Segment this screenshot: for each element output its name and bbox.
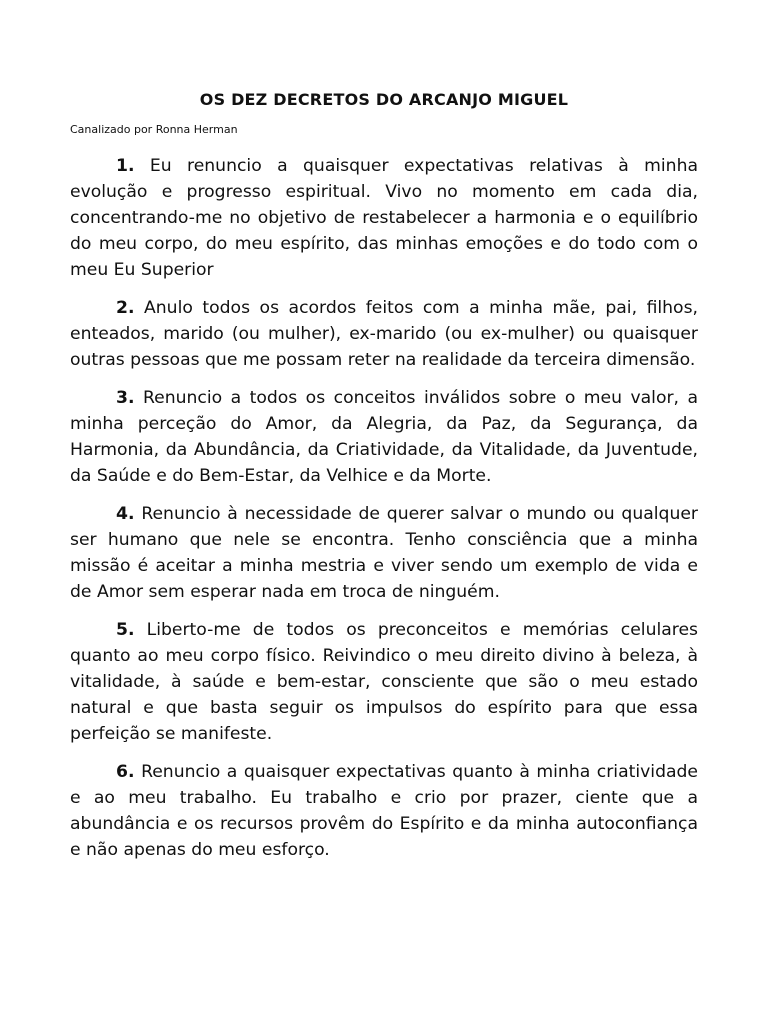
decree-3	[70, 385, 698, 489]
decree-1	[70, 153, 698, 283]
decree-number: 5.	[116, 620, 135, 640]
decree-text: Renuncio à necessidade de querer salvar o mundo ou qualquer ser humano que nele se encontra. Tenho consciência que a minha missão é aceitar a minha mestria e viver sendo um exemplo de vida e de Amor sem esperar nada em troca de ninguém.	[70, 504, 698, 602]
decree-2	[70, 295, 698, 373]
decree-number: 4.	[116, 504, 135, 524]
decree-text: Anulo todos os acordos feitos com a minha mãe, pai, filhos, enteados, marido (ou mulher), ex-marido (ou ex-mulher) ou quaisquer outras pessoas que me possam reter na realidade da terceira dimensão.	[70, 298, 698, 370]
document-page	[70, 90, 698, 875]
decree-5	[70, 617, 698, 747]
decree-number: 2.	[116, 298, 135, 318]
decree-text: Renuncio a quaisquer expectativas quanto à minha criatividade e ao meu trabalho. Eu trabalho e crio por prazer, ciente que a abundância e os recursos provêm do Espírito e da minha autoconfiança e não apenas do meu esforço.	[70, 762, 699, 860]
document-title: OS DEZ DECRETOS DO ARCANJO MIGUEL	[199, 90, 569, 109]
decree-text: Eu renuncio a quaisquer expectativas relativas à minha evolução e progresso espiritual. Vivo no momento em cada dia, concentrando-me no objetivo de restabelecer a harmonia e o equilíbrio do meu corpo, do meu espírito, das minhas emoções e do todo com o meu Eu Superior	[70, 156, 698, 280]
decree-number: 6.	[116, 762, 135, 782]
decree-text: Liberto-me de todos os preconceitos e memórias celulares quanto ao meu corpo físico. Reivindico o meu direito divino à beleza, à vitalidade, à saúde e bem-estar, consciente que são o meu estado natural e que basta seguir os impulsos do espírito para que essa perfeição se manifeste.	[70, 620, 698, 744]
decree-4	[70, 501, 698, 605]
decree-number: 3.	[116, 388, 135, 408]
decree-number: 1.	[116, 156, 135, 176]
document-subtitle: Canalizado por Ronna Herman	[70, 123, 238, 136]
decree-text: Renuncio a todos os conceitos inválidos sobre o meu valor, a minha perceção do Amor, da Alegria, da Paz, da Segurança, da Harmonia, da Abundância, da Criatividade, da Vitalidade, da Juventude, da Saúde e do Bem-Estar, da Velhice e da Morte.	[70, 388, 698, 486]
decree-6	[70, 759, 698, 863]
